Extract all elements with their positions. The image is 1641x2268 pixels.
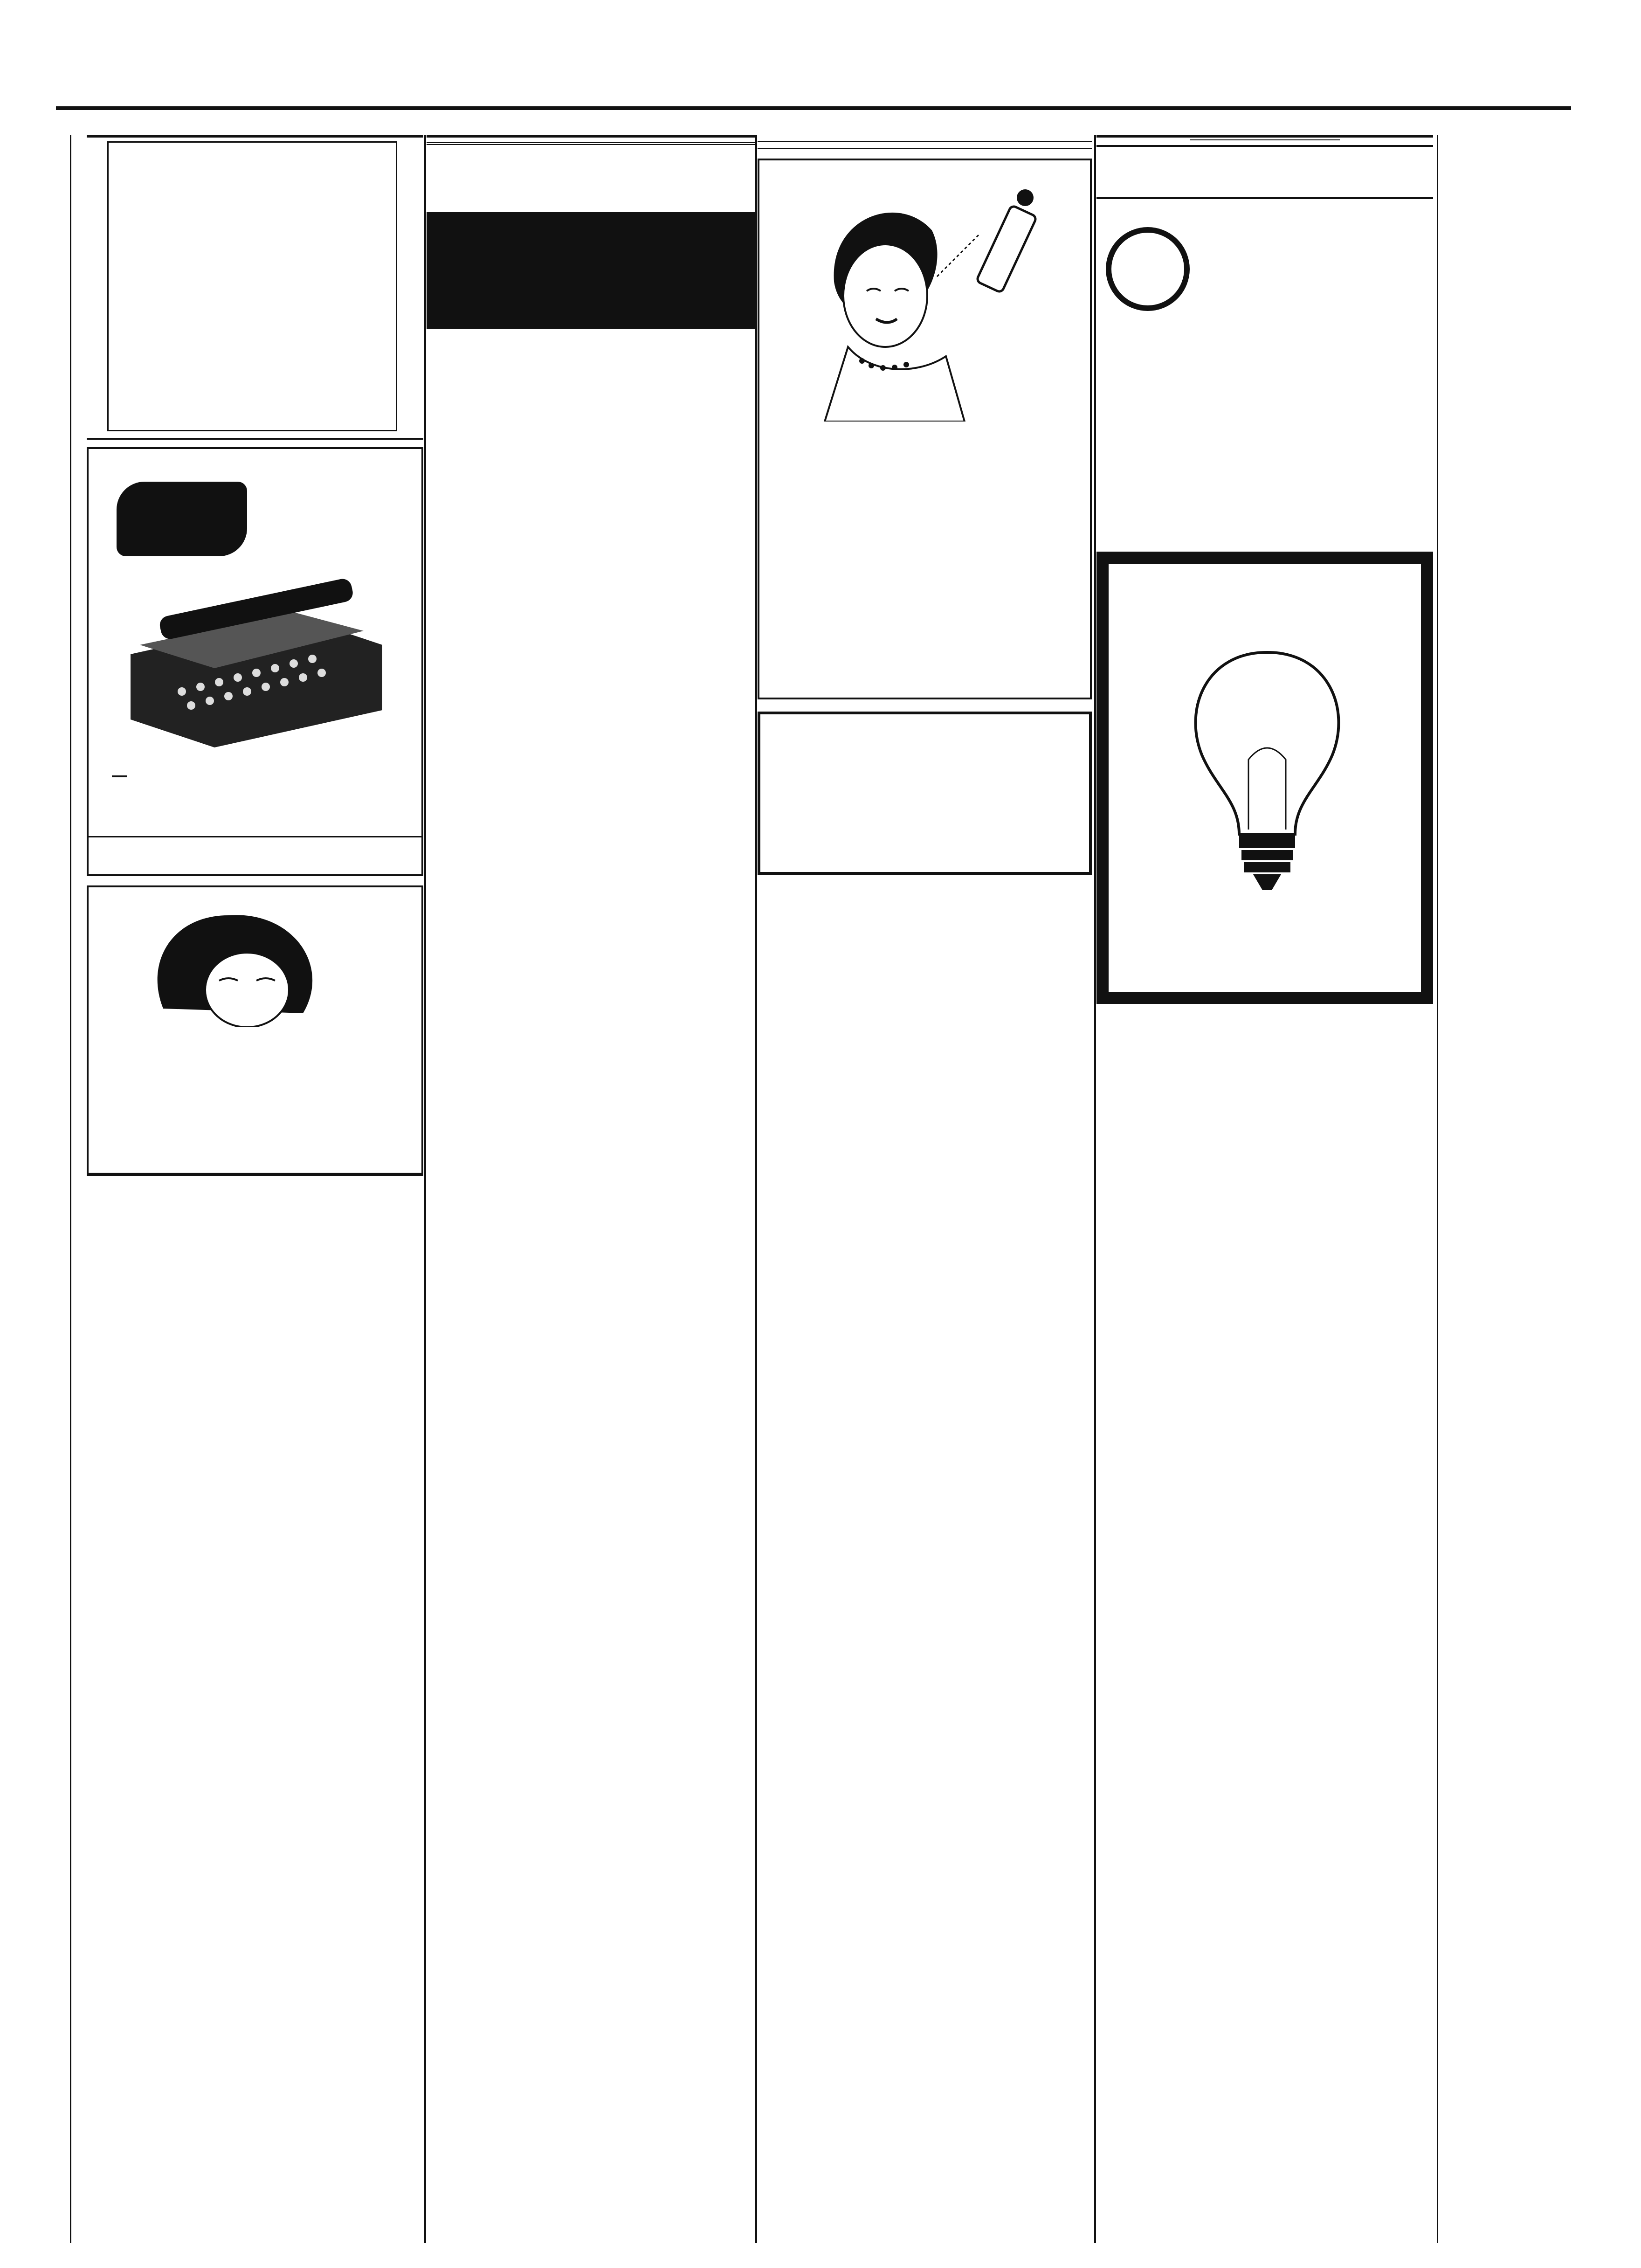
typewriter-illustration — [103, 570, 410, 757]
column-divider — [755, 135, 757, 2243]
teatros-column — [1096, 135, 1433, 2252]
olivetti-sida — [112, 775, 127, 777]
cyma-ad — [427, 212, 755, 329]
olivetti-logo — [117, 482, 247, 556]
page-header — [70, 51, 1571, 103]
casamax-ad — [758, 712, 1092, 875]
header-rule — [56, 106, 1571, 110]
olivetti-ad — [87, 447, 423, 876]
montegil-ad — [758, 159, 1092, 699]
fatima-title — [427, 135, 755, 138]
page-border-right — [1437, 135, 1438, 2243]
excursoes-ad — [1096, 197, 1433, 533]
column-divider — [1094, 135, 1096, 2243]
fatima-column — [427, 135, 755, 2252]
crossword-column — [87, 135, 423, 2252]
woman-hair-illustration — [107, 897, 406, 1027]
henne-ad — [87, 885, 423, 1175]
teatros-title — [1096, 135, 1433, 138]
page-border-left — [70, 135, 71, 2243]
woman-perfume-illustration — [778, 179, 1076, 422]
crossword-grid — [87, 141, 423, 431]
lightbulb-illustration — [1179, 643, 1356, 904]
lumiar-ad — [1096, 552, 1433, 1004]
crossword-board — [107, 141, 397, 431]
crossword-title — [87, 135, 423, 138]
ctr-logo — [1106, 227, 1190, 311]
fatima-column-continued — [758, 135, 1092, 2252]
grid-row-numbers — [87, 141, 107, 431]
henne-academy — [87, 1175, 423, 1176]
column-divider — [424, 135, 426, 2243]
